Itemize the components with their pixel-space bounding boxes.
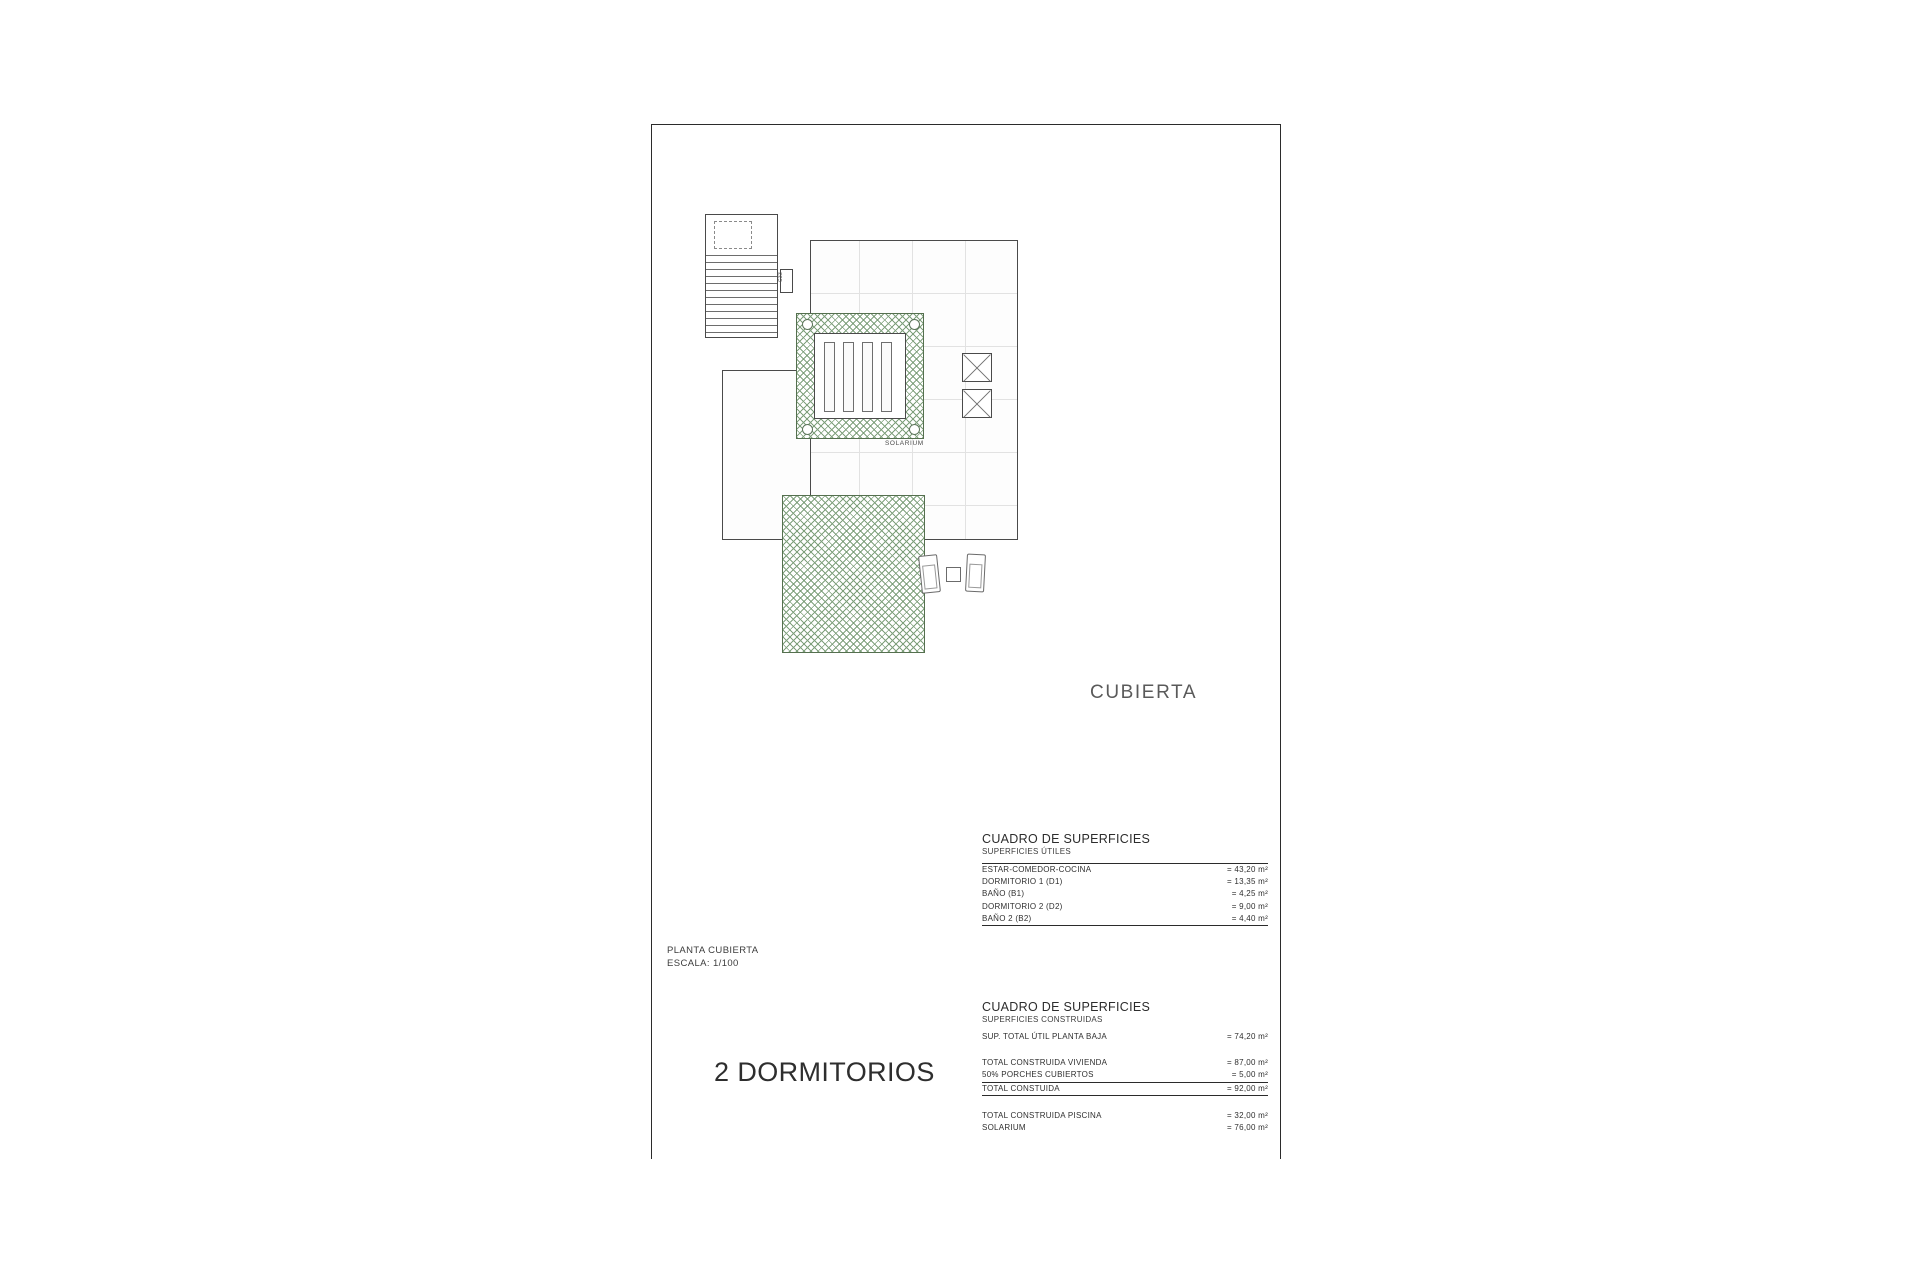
surfaces-table-built — [982, 1000, 1268, 1134]
plan-caption-title: PLANTA CUBIERTA — [667, 945, 759, 956]
row-value: = 4,25 m² — [1231, 889, 1268, 899]
skylight-icon — [962, 389, 992, 418]
row-value: = 13,35 m² — [1227, 877, 1268, 887]
pool-corner-marker — [802, 319, 813, 330]
tile-gridline — [811, 452, 1017, 453]
table-subtitle: SUPERFICIES ÚTILES — [982, 847, 1071, 856]
roof-plan-drawing — [700, 185, 1200, 765]
row-label: DORMITORIO 2 (D2) — [982, 901, 1063, 911]
table-title: CUADRO DE SUPERFICIES — [982, 832, 1151, 846]
row-value: = 43,20 m² — [1227, 865, 1268, 874]
table-row — [982, 1057, 1268, 1069]
plan-caption-scale: ESCALA: 1/100 — [667, 958, 739, 969]
pool-lane — [881, 342, 892, 412]
table-row — [982, 1110, 1268, 1122]
row-label: TOTAL CONSTRUIDA VIVIENDA — [982, 1058, 1108, 1068]
row-label: SOLARIUM — [982, 1123, 1026, 1133]
row-value: = 9,00 m² — [1231, 901, 1268, 911]
sun-lounger — [965, 554, 986, 593]
table-title: CUADRO DE SUPERFICIES — [982, 1000, 1151, 1014]
tile-gridline — [811, 293, 1017, 294]
terrace-hatch-area — [782, 495, 925, 653]
row-label: 50% PORCHES CUBIERTOS — [982, 1070, 1094, 1080]
table-row — [982, 863, 1268, 876]
equipment-unit-label: C33 — [778, 271, 785, 283]
row-value: = 74,20 m² — [1227, 1032, 1268, 1041]
side-table — [946, 567, 961, 582]
table-row — [982, 1069, 1268, 1081]
pool-lane — [843, 342, 854, 412]
bedrooms-title: 2 DORMITORIOS — [714, 1057, 935, 1087]
plan-caption — [667, 944, 759, 970]
pool-lane — [862, 342, 873, 412]
row-label: TOTAL CONSTUIDA — [982, 1083, 1060, 1093]
stair-dashed-outline — [714, 221, 752, 249]
row-value: = 92,00 m² — [1227, 1083, 1268, 1093]
plan-label-cubierta: CUBIERTA — [1090, 682, 1198, 703]
pool-lane — [824, 342, 835, 412]
swimming-pool — [814, 333, 906, 419]
row-label: BAÑO 2 (B2) — [982, 913, 1032, 923]
staircase-block — [705, 214, 778, 338]
plan-label-solarium: SOLARIUM — [885, 440, 924, 447]
table-row — [982, 913, 1268, 926]
row-value: = 87,00 m² — [1227, 1058, 1268, 1068]
row-value: = 32,00 m² — [1227, 1110, 1268, 1120]
equipment-unit-box — [780, 269, 793, 293]
table-row-total — [982, 1082, 1268, 1096]
row-label: BAÑO (B1) — [982, 889, 1025, 899]
table-row — [982, 876, 1268, 888]
skylight-icon — [962, 353, 992, 382]
pool-corner-marker — [909, 319, 920, 330]
table-row — [982, 901, 1268, 913]
surfaces-table-useful — [982, 832, 1268, 926]
table-subtitle: SUPERFICIES CONSTRUIDAS — [982, 1015, 1103, 1024]
row-label: SUP. TOTAL ÚTIL PLANTA BAJA — [982, 1032, 1108, 1041]
table-row — [982, 888, 1268, 900]
row-label: ESTAR-COMEDOR-COCINA — [982, 865, 1092, 874]
table-row — [982, 1122, 1268, 1134]
row-value: = 4,40 m² — [1231, 913, 1268, 923]
row-value: = 76,00 m² — [1227, 1123, 1268, 1133]
table-row — [982, 1031, 1268, 1043]
pool-corner-marker — [802, 424, 813, 435]
pool-corner-marker — [909, 424, 920, 435]
row-value: = 5,00 m² — [1231, 1070, 1268, 1080]
row-label: TOTAL CONSTRUIDA PISCINA — [982, 1110, 1102, 1120]
sun-lounger — [918, 554, 941, 594]
row-label: DORMITORIO 1 (D1) — [982, 877, 1063, 887]
